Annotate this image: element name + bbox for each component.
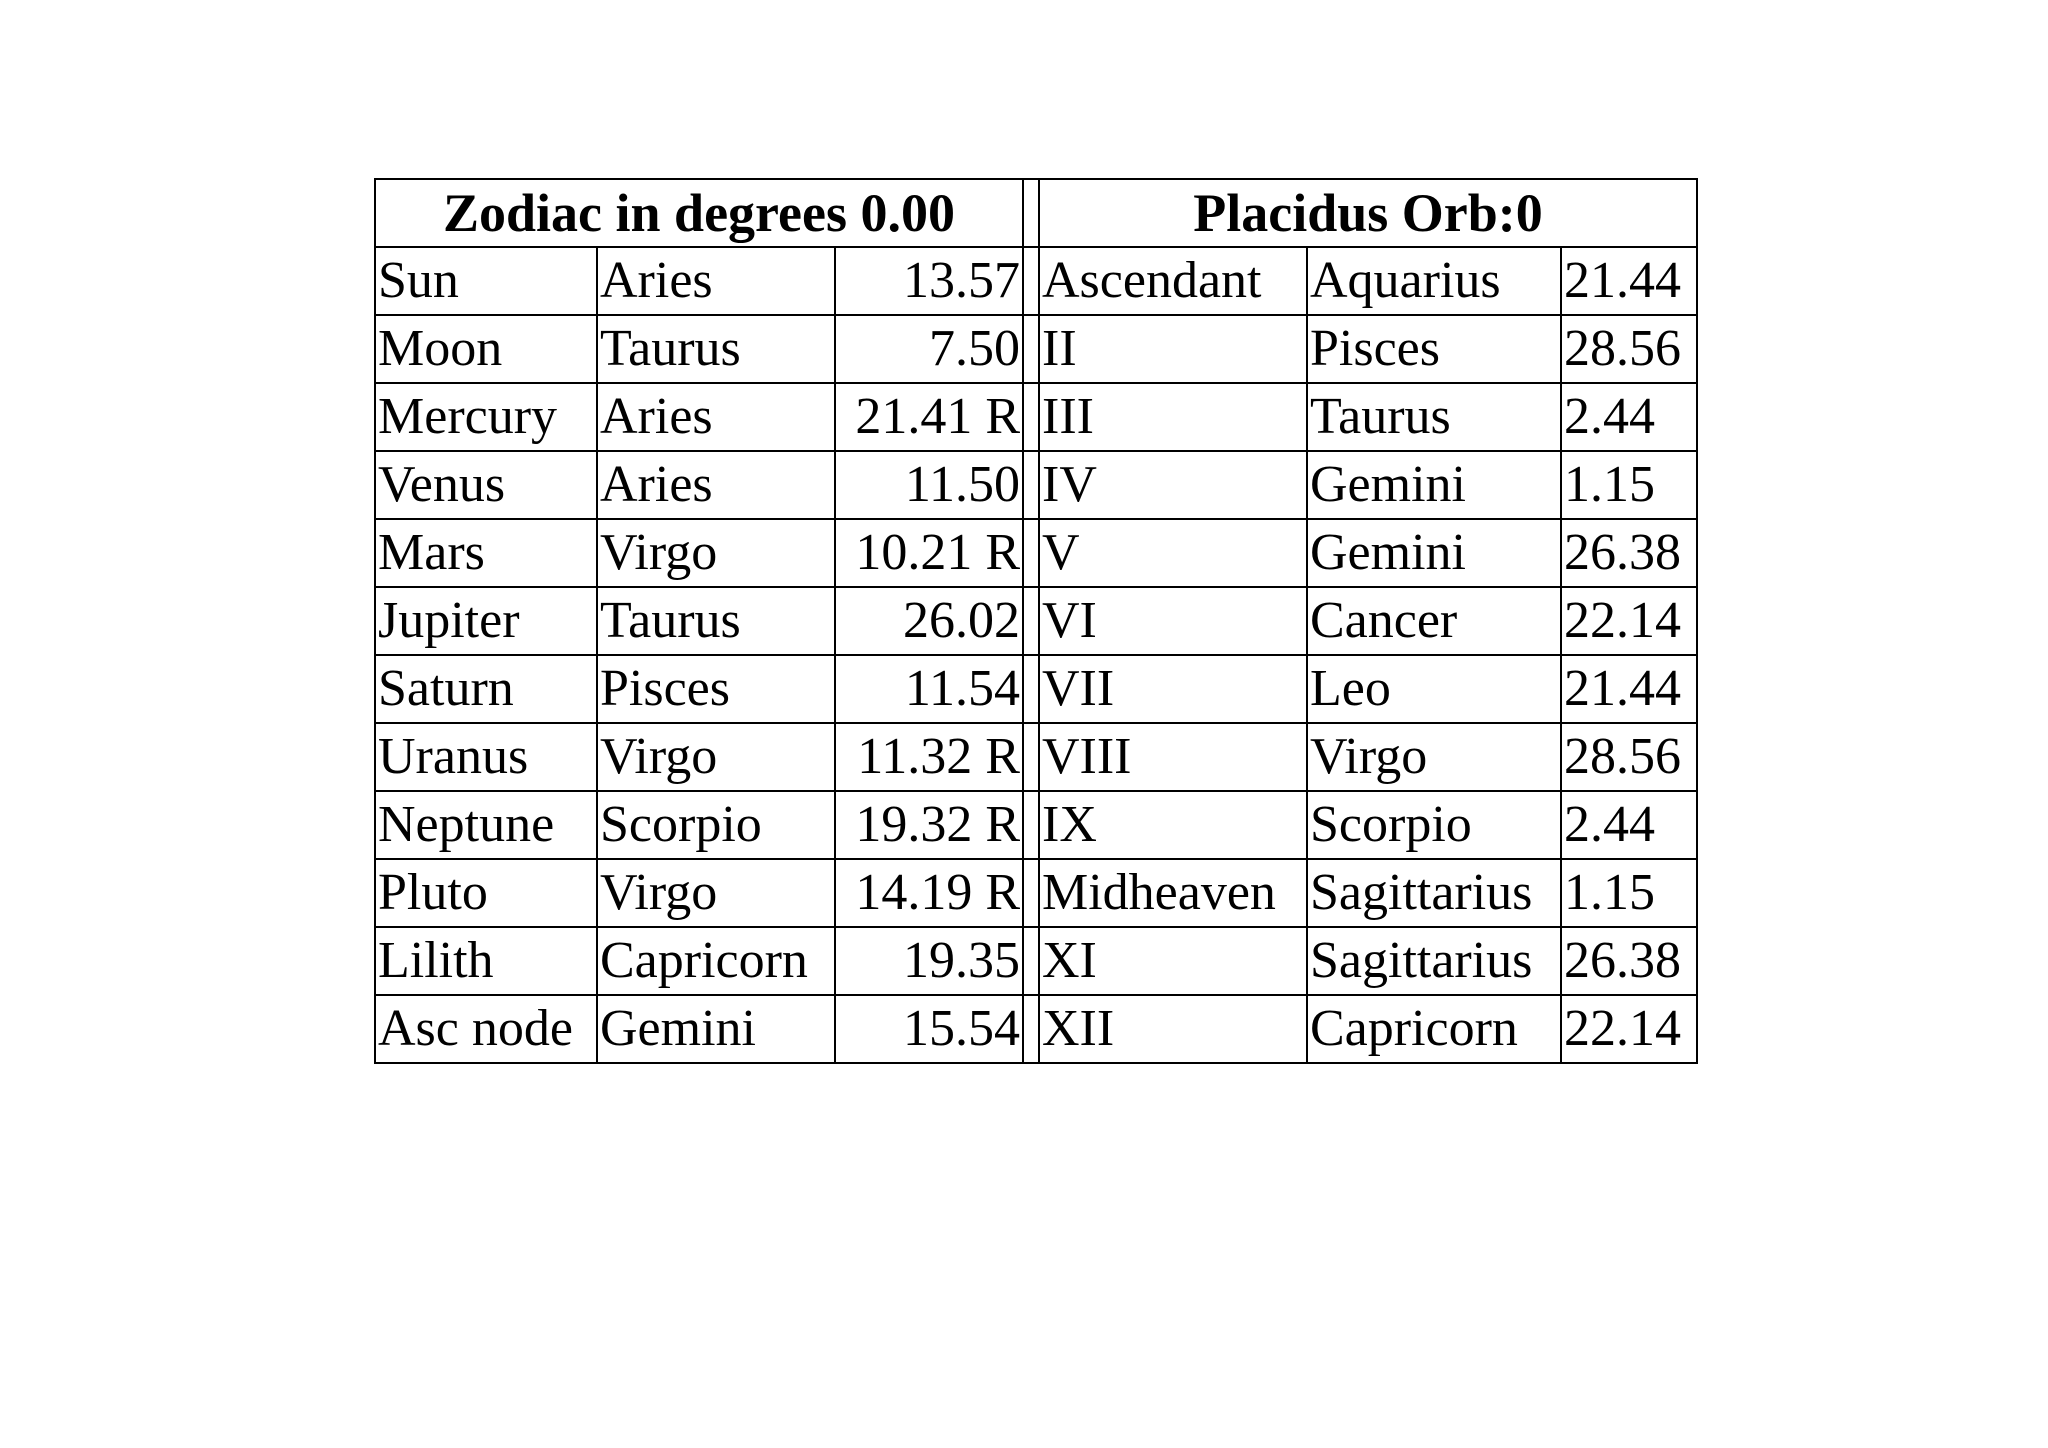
planet-sign: Virgo — [597, 519, 835, 587]
house-degree: 1.15 — [1561, 451, 1697, 519]
planet-sign: Aries — [597, 247, 835, 315]
house-degree: 21.44 — [1561, 655, 1697, 723]
house-sign: Scorpio — [1307, 791, 1561, 859]
planet-sign: Virgo — [597, 859, 835, 927]
table-body — [375, 247, 1697, 1063]
house-degree: 2.44 — [1561, 383, 1697, 451]
table-header-row — [375, 179, 1697, 247]
table-row — [375, 791, 1697, 859]
column-divider — [1023, 587, 1039, 655]
astrology-chart-table — [374, 178, 1698, 1064]
planet-name: Lilith — [375, 927, 597, 995]
table-row — [375, 723, 1697, 791]
planet-name: Saturn — [375, 655, 597, 723]
house-sign: Gemini — [1307, 519, 1561, 587]
planet-sign: Capricorn — [597, 927, 835, 995]
planet-name: Uranus — [375, 723, 597, 791]
house-sign: Cancer — [1307, 587, 1561, 655]
house-degree: 1.15 — [1561, 859, 1697, 927]
planet-name: Sun — [375, 247, 597, 315]
table-row — [375, 519, 1697, 587]
house-name: Ascendant — [1039, 247, 1307, 315]
column-divider — [1023, 723, 1039, 791]
planet-degree: 21.41 R — [835, 383, 1023, 451]
house-degree: 22.14 — [1561, 995, 1697, 1063]
house-name: VI — [1039, 587, 1307, 655]
house-name: XII — [1039, 995, 1307, 1063]
column-divider — [1023, 995, 1039, 1063]
planet-name: Mars — [375, 519, 597, 587]
planet-degree: 11.54 — [835, 655, 1023, 723]
house-sign: Pisces — [1307, 315, 1561, 383]
house-sign: Leo — [1307, 655, 1561, 723]
table-row — [375, 383, 1697, 451]
column-divider — [1023, 383, 1039, 451]
column-divider — [1023, 655, 1039, 723]
table-row — [375, 247, 1697, 315]
planet-name: Venus — [375, 451, 597, 519]
planet-sign: Pisces — [597, 655, 835, 723]
planet-degree: 10.21 R — [835, 519, 1023, 587]
house-sign: Capricorn — [1307, 995, 1561, 1063]
house-degree: 28.56 — [1561, 723, 1697, 791]
planet-degree: 26.02 — [835, 587, 1023, 655]
planet-degree: 11.32 R — [835, 723, 1023, 791]
planet-name: Mercury — [375, 383, 597, 451]
column-divider — [1023, 791, 1039, 859]
planet-sign: Taurus — [597, 315, 835, 383]
table-row — [375, 451, 1697, 519]
planet-degree: 11.50 — [835, 451, 1023, 519]
house-sign: Gemini — [1307, 451, 1561, 519]
column-divider — [1023, 519, 1039, 587]
planet-name: Moon — [375, 315, 597, 383]
house-degree: 26.38 — [1561, 519, 1697, 587]
table-row — [375, 927, 1697, 995]
planets-header: Zodiac in degrees 0.00 — [375, 179, 1023, 247]
planet-sign: Gemini — [597, 995, 835, 1063]
house-name: XI — [1039, 927, 1307, 995]
planet-degree: 14.19 R — [835, 859, 1023, 927]
house-name: VIII — [1039, 723, 1307, 791]
planet-sign: Aries — [597, 451, 835, 519]
house-name: V — [1039, 519, 1307, 587]
house-name: IX — [1039, 791, 1307, 859]
house-degree: 22.14 — [1561, 587, 1697, 655]
planet-degree: 19.32 R — [835, 791, 1023, 859]
house-degree: 26.38 — [1561, 927, 1697, 995]
house-name: II — [1039, 315, 1307, 383]
table-row — [375, 995, 1697, 1063]
planet-degree: 19.35 — [835, 927, 1023, 995]
house-sign: Sagittarius — [1307, 859, 1561, 927]
house-degree: 21.44 — [1561, 247, 1697, 315]
table-row — [375, 655, 1697, 723]
column-divider — [1023, 859, 1039, 927]
table-row — [375, 315, 1697, 383]
house-name: VII — [1039, 655, 1307, 723]
house-name: Midheaven — [1039, 859, 1307, 927]
house-sign: Taurus — [1307, 383, 1561, 451]
planet-sign: Scorpio — [597, 791, 835, 859]
planet-name: Asc node — [375, 995, 597, 1063]
column-divider — [1023, 315, 1039, 383]
house-name: III — [1039, 383, 1307, 451]
planet-degree: 13.57 — [835, 247, 1023, 315]
planet-name: Pluto — [375, 859, 597, 927]
table-row — [375, 587, 1697, 655]
planet-degree: 7.50 — [835, 315, 1023, 383]
planet-name: Jupiter — [375, 587, 597, 655]
column-divider — [1023, 247, 1039, 315]
house-name: IV — [1039, 451, 1307, 519]
house-sign: Sagittarius — [1307, 927, 1561, 995]
planet-name: Neptune — [375, 791, 597, 859]
planet-sign: Virgo — [597, 723, 835, 791]
house-sign: Virgo — [1307, 723, 1561, 791]
column-divider — [1023, 179, 1039, 247]
house-degree: 2.44 — [1561, 791, 1697, 859]
planet-sign: Taurus — [597, 587, 835, 655]
planet-sign: Aries — [597, 383, 835, 451]
table-row — [375, 859, 1697, 927]
column-divider — [1023, 927, 1039, 995]
houses-header: Placidus Orb:0 — [1039, 179, 1697, 247]
house-degree: 28.56 — [1561, 315, 1697, 383]
planet-degree: 15.54 — [835, 995, 1023, 1063]
column-divider — [1023, 451, 1039, 519]
house-sign: Aquarius — [1307, 247, 1561, 315]
